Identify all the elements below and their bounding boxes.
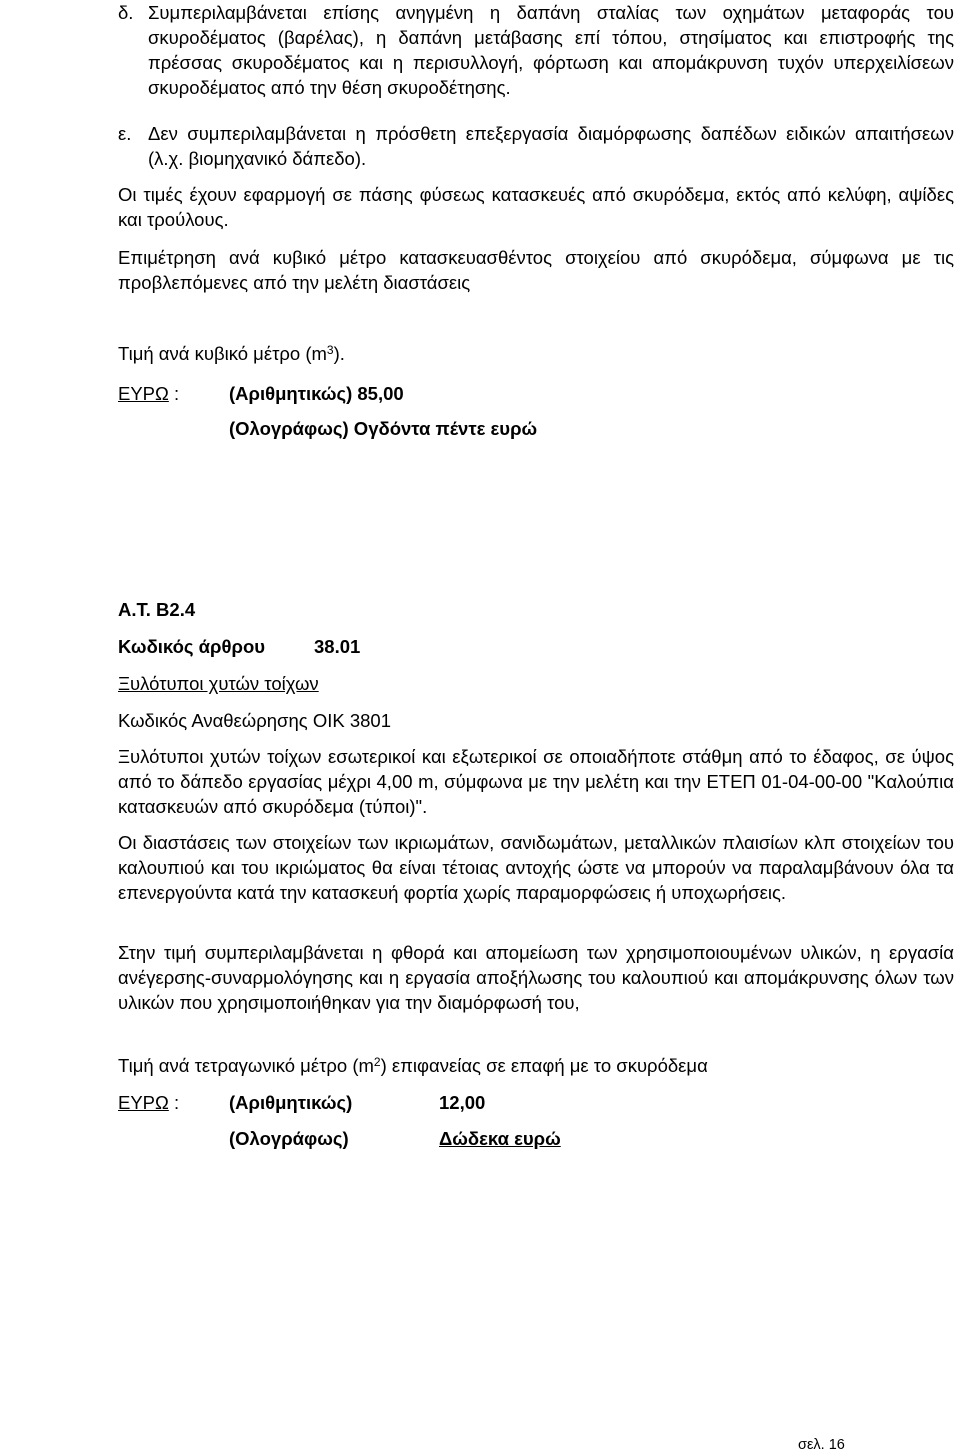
euro-row xyxy=(118,381,918,406)
article-para-1: Ξυλότυποι χυτών τοίχων εσωτερικοί και εξωτερικοί σε οποιαδήποτε στάθμη από το έδαφος, σε ύψος από το δάπεδο εργασίας μέχρι 4,00 m, σύμφωνα με την μελέτη και την ΕΤΕΠ 01-04-00-00 "Καλούπια κατασκευών από σκυρόδεμα (τύποι)". xyxy=(118,746,954,817)
euro-label: ΕΥΡΩ : xyxy=(118,1092,180,1113)
article-para-3: Στην τιμή συμπεριλαμβάνεται η φθορά και απομείωση των χρησιμοποιουμένων υλικών, η εργασία ανέγερσης-συναρμολόγησης και η εργασία αποξήλωσης του καλουπιού και απομάκρυνσης όλων των υλικών που χρησιμοποιήθηκαν για την διαμόρφωσή του, xyxy=(118,942,954,1013)
euro-label: ΕΥΡΩ : xyxy=(118,383,180,404)
item-delta xyxy=(118,0,954,100)
article-code-label: Κωδικός άρθρου xyxy=(118,636,266,657)
words-row-2 xyxy=(118,1126,918,1151)
item-text: Δεν συμπεριλαμβάνεται η πρόσθετη επεξεργασία διαμόρφωσης δαπέδων ειδικών απαιτήσεων (λ.χ. βιομηχανικό δάπεδο). xyxy=(148,123,954,169)
words-row xyxy=(118,416,918,441)
words-value: Δώδεκα ευρώ xyxy=(439,1128,561,1149)
euro-row-2 xyxy=(118,1090,918,1115)
unit-price-line-2: Τιμή ανά τετραγωνικό μέτρο $(m^2)$ επιφανείας σε επαφή με το σκυρόδεμα xyxy=(118,1055,708,1076)
article-code-value: 38.01 xyxy=(314,636,361,657)
article-para-2: Οι διαστάσεις των στοιχείων των ικριωμάτων, σανιδωμάτων, μεταλλικών πλαισίων κλπ στοιχείων του καλουπιού και του ικριώματος θα είναι τέτοιας αντοχής ώστε να μπορούν να παραλαμβάνουν όλα τα επενεργούντα κατά την κατασκευή φορτία χωρίς παραμορφώσεις ή υποχωρήσεις. xyxy=(118,832,954,903)
article-title: Ξυλότυποι χυτών τοίχων xyxy=(118,673,319,694)
price-words: (Ολογράφως) Ογδόντα πέντε ευρώ xyxy=(229,418,538,439)
item-text: Συμπεριλαμβάνεται επίσης ανηγμένη η δαπάνη σταλίας των οχημάτων μεταφοράς του σκυροδέματος (βαρέλας), η δαπάνη μετάβασης επί τόπου, στησίματος και επιστροφής της πρέσσας σκυροδέματος και η περισυλλογή, φόρτωση και απομάκρυνση τυχόν υπερχειλίσεων σκυροδέματος από την θέση σκυροδέτησης. xyxy=(148,2,954,98)
measurement-paragraph: Επιμέτρηση ανά κυβικό μέτρο κατασκευασθέντος στοιχείου από σκυρόδεμα, σύμφωνα με τις προβλεπόμενες από την μελέτη διαστάσεις xyxy=(118,247,954,293)
item-marker: δ. xyxy=(118,2,134,23)
price-numeric: (Αριθμητικώς) 85,00 xyxy=(229,383,404,404)
revision-code: Κωδικός Αναθεώρησης ΟΙΚ 3801 xyxy=(118,710,391,731)
item-epsilon xyxy=(118,121,954,171)
numeric-value: 12,00 xyxy=(439,1092,486,1113)
numeric-label: (Αριθμητικώς) xyxy=(229,1092,353,1113)
page-number: σελ. 16 xyxy=(798,1437,845,1453)
scope-paragraph: Οι τιμές έχουν εφαρμογή σε πάσης φύσεως κατασκευές από σκυρόδεμα, εκτός από κελύφη, αψίδες και τρούλους. xyxy=(118,184,954,230)
unit-price-line: Τιμή ανά κυβικό μέτρο $(m^3)$. xyxy=(118,343,345,364)
article-code-row xyxy=(118,634,918,659)
item-marker: ε. xyxy=(118,123,132,144)
article-ref: Α.Τ. Β2.4 xyxy=(118,599,196,620)
words-label: (Ολογράφως) xyxy=(229,1128,349,1149)
